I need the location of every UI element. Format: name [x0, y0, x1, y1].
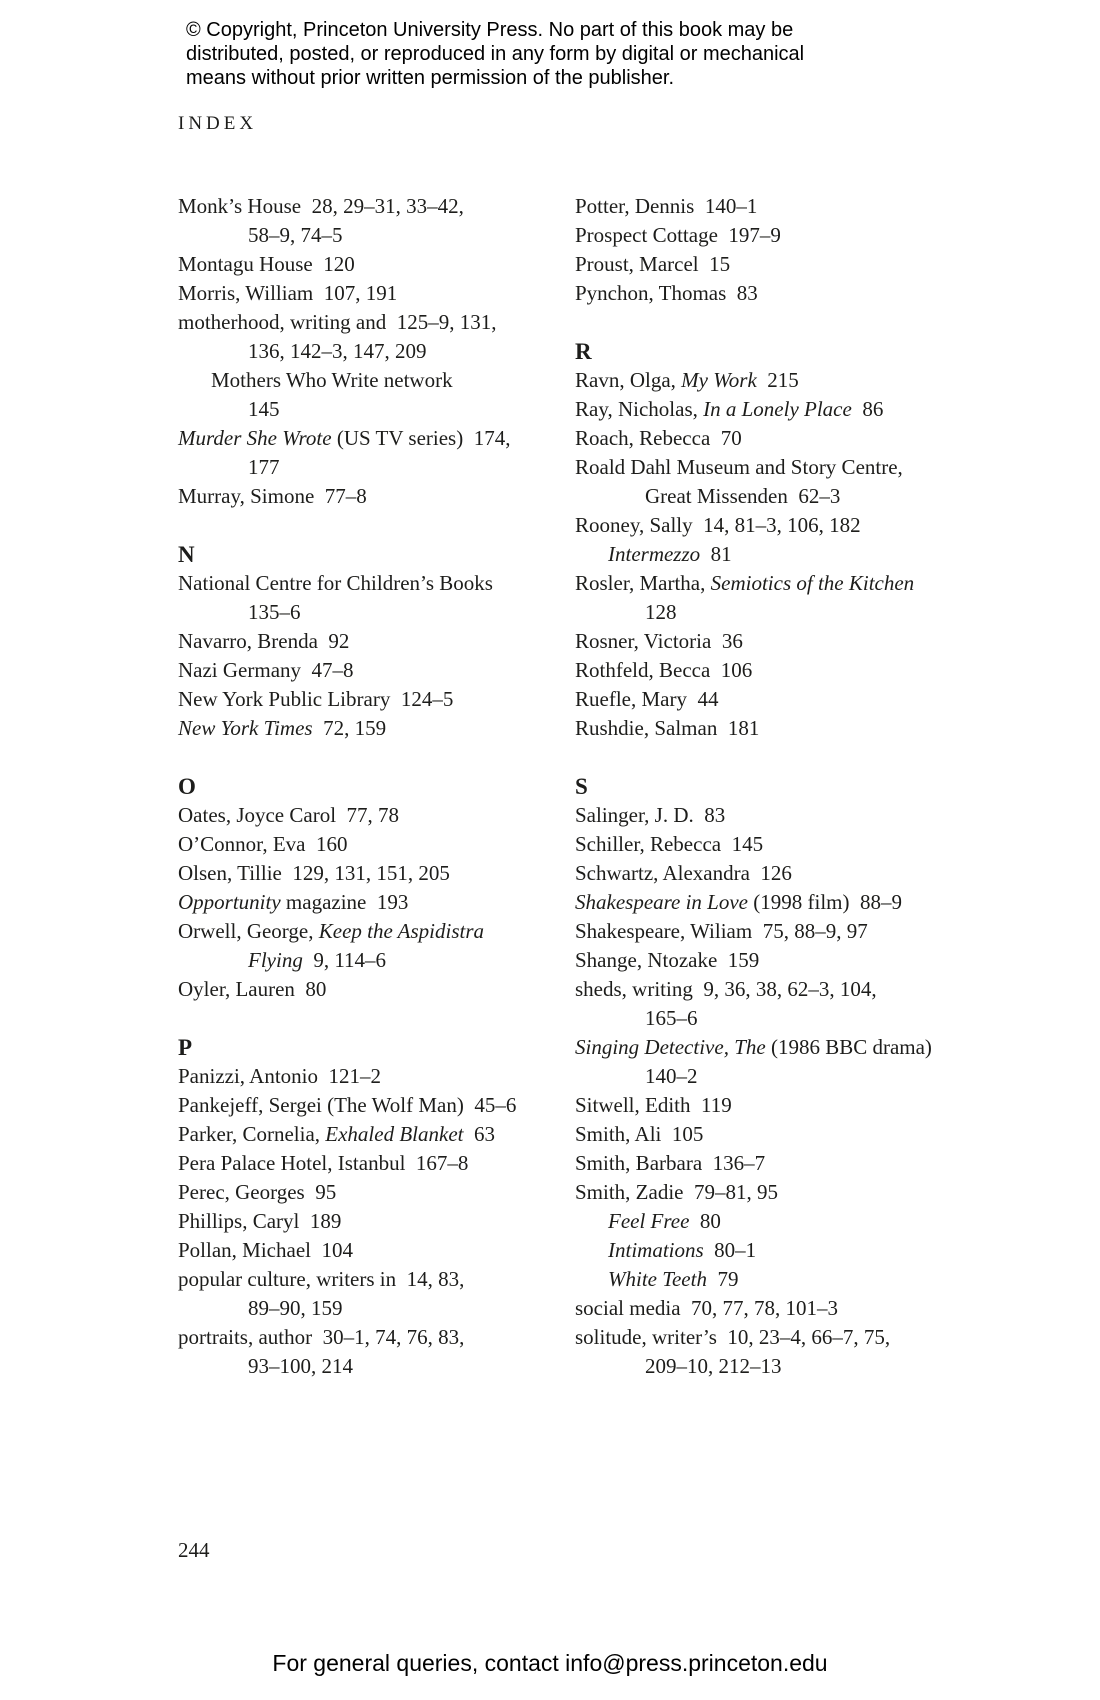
entry-title-italic: In a Lonely Place	[703, 397, 852, 421]
entry-text: 79	[706, 1267, 739, 1291]
index-entry	[575, 1091, 1005, 1120]
entry-text: 140–2	[645, 1064, 698, 1088]
entry-text: magazine 193	[280, 890, 409, 914]
section-gap	[575, 308, 1005, 337]
index-entry	[178, 627, 578, 656]
index-entry	[575, 801, 1005, 830]
entry-text: National Centre for Children’s Books	[178, 571, 493, 595]
copyright-line: means without prior written permission of the publisher.	[186, 67, 675, 89]
entry-text: Salinger, J. D. 83	[575, 803, 726, 827]
index-entry	[575, 1294, 1005, 1323]
index-entry	[575, 888, 1005, 917]
index-entry	[575, 830, 1005, 859]
index-subentry	[575, 540, 1005, 569]
entry-text: (1986 BBC drama)	[765, 1035, 932, 1059]
entry-text: Smith, Barbara 136–7	[575, 1151, 766, 1175]
footer-note: For general queries, contact info@press.princeton.edu	[272, 1650, 828, 1676]
entry-text: Shakespeare, Wiliam 75, 88–9, 97	[575, 919, 868, 943]
index-entry	[178, 1178, 578, 1207]
index-entry	[575, 511, 1005, 540]
entry-text: Murray, Simone 77–8	[178, 484, 367, 508]
index-entry	[178, 569, 578, 598]
index-entry	[575, 1120, 1005, 1149]
index-entry	[575, 221, 1005, 250]
entry-text: Pollan, Michael 104	[178, 1238, 353, 1262]
index-entry	[178, 1120, 578, 1149]
entry-text: Orwell, George,	[178, 919, 319, 943]
index-entry	[575, 946, 1005, 975]
entry-text: Olsen, Tillie 129, 131, 151, 205	[178, 861, 450, 885]
entry-text: Pynchon, Thomas 83	[575, 281, 758, 305]
entry-text: Smith, Zadie 79–81, 95	[575, 1180, 778, 1204]
index-entry-continuation	[575, 1062, 1005, 1091]
index-entry	[575, 627, 1005, 656]
entry-text: 135–6	[248, 600, 301, 624]
entry-text: social media 70, 77, 78, 101–3	[575, 1296, 839, 1320]
index-entry	[178, 279, 578, 308]
index-entry	[575, 279, 1005, 308]
index-entry-continuation	[575, 1352, 1005, 1381]
index-entry	[178, 192, 578, 221]
entry-title-italic: Singing Detective, The	[575, 1035, 766, 1059]
index-entry	[575, 366, 1005, 395]
entry-title-italic: Semiotics of the Kitchen	[710, 571, 915, 595]
entry-text: Ravn, Olga,	[575, 368, 682, 392]
entry-text: Roald Dahl Museum and Story Centre,	[575, 455, 903, 479]
entry-text: Sitwell, Edith 119	[575, 1093, 732, 1117]
index-entry	[178, 888, 578, 917]
entry-text: 86	[851, 397, 884, 421]
entry-text: Rosner, Victoria 36	[575, 629, 743, 653]
index-entry	[575, 1033, 1005, 1062]
index-entry	[575, 859, 1005, 888]
entry-title-italic: Intermezzo	[608, 542, 701, 566]
index-entry	[178, 801, 578, 830]
copyright-line: © Copyright, Princeton University Press. No part of this book may be	[186, 19, 794, 41]
entry-text: solitude, writer’s 10, 23–4, 66–7, 75,	[575, 1325, 891, 1349]
entry-text: Mothers Who Write network	[211, 368, 453, 392]
index-entry	[178, 482, 578, 511]
entry-text: 81	[700, 542, 732, 566]
index-entry-continuation	[178, 453, 578, 482]
entry-text: Schiller, Rebecca 145	[575, 832, 764, 856]
entry-text: 93–100, 214	[248, 1354, 353, 1378]
entry-text: Navarro, Brenda 92	[178, 629, 350, 653]
section-gap	[178, 743, 578, 772]
entry-text: Nazi Germany 47–8	[178, 658, 354, 682]
index-entry-continuation	[575, 1004, 1005, 1033]
index-entry-continuation	[178, 395, 578, 424]
index-entry-continuation	[575, 598, 1005, 627]
index-entry-continuation	[178, 1352, 578, 1381]
entry-text: Potter, Dennis 140–1	[575, 194, 758, 218]
index-entry	[178, 308, 578, 337]
entry-text: Ray, Nicholas,	[575, 397, 704, 421]
entry-title-italic: Feel Free	[608, 1209, 690, 1233]
entry-title-italic: Intimations	[608, 1238, 704, 1262]
index-subentry	[575, 1207, 1005, 1236]
index-subentry	[178, 366, 578, 395]
entry-text: Rothfeld, Becca 106	[575, 658, 753, 682]
section-letter: S	[575, 774, 588, 799]
index-entry	[178, 975, 578, 1004]
entry-text: Rosler, Martha,	[575, 571, 711, 595]
entry-title-italic: Shakespeare in Love	[575, 890, 749, 914]
entry-text: 215	[756, 368, 799, 392]
entry-text: Smith, Ali 105	[575, 1122, 704, 1146]
entry-text: Monk’s House 28, 29–31, 33–42,	[178, 194, 464, 218]
index-entry	[178, 1207, 578, 1236]
index-entry	[178, 714, 578, 743]
entry-text: motherhood, writing and 125–9, 131,	[178, 310, 497, 334]
entry-text: popular culture, writers in 14, 83,	[178, 1267, 465, 1291]
index-entry	[178, 859, 578, 888]
page-title: INDEX	[178, 113, 258, 134]
entry-text: Parker, Cornelia,	[178, 1122, 326, 1146]
index-entry	[178, 424, 578, 453]
index-entry	[178, 250, 578, 279]
section-gap	[575, 743, 1005, 772]
index-entry	[178, 1091, 578, 1120]
index-entry	[575, 1178, 1005, 1207]
section-letter: N	[178, 542, 195, 567]
section-letter: O	[178, 774, 196, 799]
entry-text: Proust, Marcel 15	[575, 252, 731, 276]
entry-text: 177	[248, 455, 280, 479]
index-entry-continuation	[178, 221, 578, 250]
index-entry-continuation	[575, 482, 1005, 511]
entry-text: Schwartz, Alexandra 126	[575, 861, 792, 885]
entry-title-italic: New York Times	[178, 716, 313, 740]
entry-title-italic: Exhaled Blanket	[325, 1122, 464, 1146]
entry-title-italic: Keep the Aspidistra	[318, 919, 485, 943]
entry-text: Rushdie, Salman 181	[575, 716, 760, 740]
entry-title-italic: Flying	[248, 948, 303, 972]
entry-text: 165–6	[645, 1006, 698, 1030]
index-entry	[178, 1149, 578, 1178]
entry-text: (US TV series) 174,	[331, 426, 511, 450]
entry-text: Roach, Rebecca 70	[575, 426, 742, 450]
index-entry-continuation	[178, 946, 578, 975]
index-entry	[575, 714, 1005, 743]
entry-text: Great Missenden 62–3	[645, 484, 841, 508]
entry-text: 209–10, 212–13	[645, 1354, 782, 1378]
entry-text: Ruefle, Mary 44	[575, 687, 719, 711]
entry-text: portraits, author 30–1, 74, 76, 83,	[178, 1325, 465, 1349]
entry-title-italic: Murder She Wrote	[178, 426, 332, 450]
entry-text: Montagu House 120	[178, 252, 355, 276]
index-entry	[178, 1236, 578, 1265]
page-number: 244	[178, 1538, 210, 1562]
index-entry-continuation	[178, 598, 578, 627]
entry-text: Phillips, Caryl 189	[178, 1209, 342, 1233]
index-entry	[575, 1149, 1005, 1178]
entry-text: Pankejeff, Sergei (The Wolf Man) 45–6	[178, 1093, 517, 1117]
section-gap	[178, 511, 578, 540]
entry-text: 136, 142–3, 147, 209	[248, 339, 427, 363]
index-entry	[178, 1062, 578, 1091]
index-entry	[178, 656, 578, 685]
index-entry-continuation	[178, 337, 578, 366]
index-entry	[178, 830, 578, 859]
entry-text: O’Connor, Eva 160	[178, 832, 348, 856]
entry-title-italic: White Teeth	[608, 1267, 707, 1291]
index-entry	[575, 192, 1005, 221]
index-subentry	[575, 1265, 1005, 1294]
index-entry	[575, 250, 1005, 279]
entry-text: Perec, Georges 95	[178, 1180, 337, 1204]
entry-text: 9, 114–6	[302, 948, 387, 972]
entry-text: Oates, Joyce Carol 77, 78	[178, 803, 400, 827]
copyright-notice	[186, 18, 804, 90]
entry-text: Oyler, Lauren 80	[178, 977, 327, 1001]
entry-text: Rooney, Sally 14, 81–3, 106, 182	[575, 513, 861, 537]
entry-text: Morris, William 107, 191	[178, 281, 398, 305]
entry-text: 80	[689, 1209, 721, 1233]
entry-text: 128	[645, 600, 677, 624]
entry-text: (1998 film) 88–9	[748, 890, 902, 914]
section-letter: R	[575, 339, 592, 364]
entry-text: sheds, writing 9, 36, 38, 62–3, 104,	[575, 977, 877, 1001]
index-entry	[178, 685, 578, 714]
copyright-line: distributed, posted, or reproduced in any form by digital or mechanical	[186, 43, 805, 65]
entry-text: Shange, Ntozake 159	[575, 948, 760, 972]
index-entry	[575, 424, 1005, 453]
entry-text: 145	[248, 397, 280, 421]
index-entry	[575, 453, 1005, 482]
index-entry	[178, 917, 578, 946]
index-subentry	[575, 1236, 1005, 1265]
section-letter: P	[178, 1035, 193, 1060]
entry-text: 72, 159	[312, 716, 387, 740]
index-entry-continuation	[178, 1294, 578, 1323]
entry-text: Panizzi, Antonio 121–2	[178, 1064, 381, 1088]
index-column-left	[178, 192, 578, 1381]
entry-text: Prospect Cottage 197–9	[575, 223, 781, 247]
index-column-right	[575, 192, 1005, 1381]
entry-title-italic: Opportunity	[178, 890, 281, 914]
index-entry	[575, 975, 1005, 1004]
entry-text: Pera Palace Hotel, Istanbul 167–8	[178, 1151, 469, 1175]
entry-text: 80–1	[703, 1238, 757, 1262]
index-entry	[575, 395, 1005, 424]
entry-text: 89–90, 159	[248, 1296, 343, 1320]
index-entry	[178, 1323, 578, 1352]
index-entry	[575, 685, 1005, 714]
section-gap	[178, 1004, 578, 1033]
entry-text: 63	[463, 1122, 495, 1146]
index-entry	[178, 1265, 578, 1294]
entry-text: 58–9, 74–5	[248, 223, 343, 247]
index-entry	[575, 917, 1005, 946]
index-entry	[575, 656, 1005, 685]
index-entry	[575, 569, 1005, 598]
entry-title-italic: My Work	[681, 368, 757, 392]
index-entry	[575, 1323, 1005, 1352]
entry-text: New York Public Library 124–5	[178, 687, 454, 711]
